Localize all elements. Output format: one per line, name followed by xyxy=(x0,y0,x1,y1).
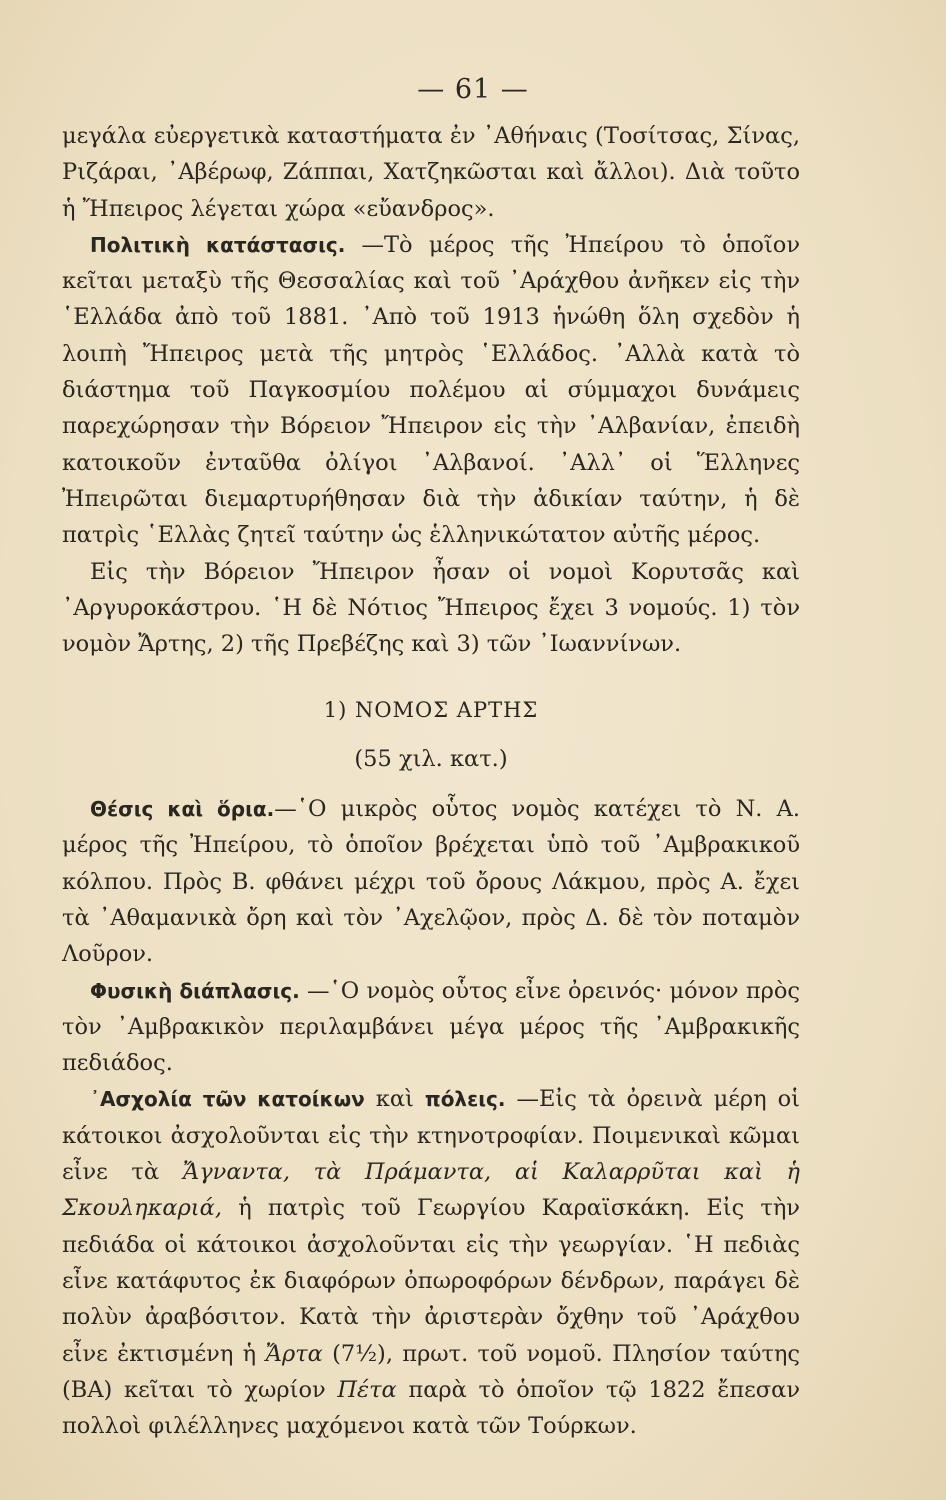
occupations-text-1: —Εἰς τὰ ὀρεινὰ μέρη οἱ κάτοικοι ἀσχολοῦνται εἰς τὴν κτηνοτροφίαν. Ποιμενικαὶ κῶμαι εἶνε τὰ xyxy=(62,1086,801,1186)
paragraph-political-situation-text: —Τὸ μέρος τῆς Ἠπείρου τὸ ὁποῖον κεῖται μεταξὺ τῆς Θεσσαλίας καὶ τοῦ ᾿Αράχθου ἀνῆκεν εἰς τὴν ῾Ελλάδα ἀπὸ τοῦ 1881. ᾿Απὸ τοῦ 1913 ἡνώθη ὅλη σχεδὸν ἡ λοιπὴ Ἤπειρος μετὰ τῆς μητρὸς ῾Ελλάδος. ᾿Αλλὰ κατὰ τὸ διάστημα τοῦ Παγκοσμίου πολέμου αἱ σύμμαχοι δυνάμεις παρεχώρησαν τὴν Βόρειον Ἤπειρον εἰς τὴν ᾿Αλβανίαν, ἐπειδὴ κατοικοῦν ἐνταῦθα ὀλίγοι ᾿Αλβανοί. ᾿Αλλ᾿ οἱ Ἕλληνες Ἠπειρῶται διεμαρτυρήθησαν διὰ τὴν ἀδικίαν ταύτην, ἡ δὲ πατρὶς ῾Ελλὰς ζητεῖ ταύτην ὡς ἑλληνικώτατον αὐτῆς μέρος. xyxy=(62,231,800,549)
text-and: καὶ xyxy=(364,1086,425,1113)
paragraph-political-situation xyxy=(62,227,800,554)
paragraph-occupations-towns xyxy=(62,1081,800,1444)
heading-physical-features: Φυσικὴ διάπλασις. xyxy=(90,978,300,1003)
heading-towns: πόλεις. xyxy=(424,1087,506,1112)
paragraph-benefactors: μεγάλα εὐεργετικὰ καταστήματα ἐν ᾿Αθήναις (Τοσίτσας, Σίνας, Ριζάραι, ᾿Αβέρωφ, Ζάππαι, Χατζηκῶσται καὶ ἄλλοι). Διὰ τοῦτο ἡ Ἤπειρος λέγεται χώρα «εὔανδρος». xyxy=(62,123,800,222)
heading-position-borders: Θέσις καὶ ὅρια. xyxy=(90,797,275,822)
paragraph-position-borders-text: —῾Ο μικρὸς οὗτος νομὸς κατέχει τὸ Ν. Α. μέρος τῆς Ἠπείρου, τὸ ὁποῖον βρέχεται ὑπὸ τοῦ ᾿Αμβρακικοῦ κόλπου. Πρὸς Β. φθάνει μέχρι τοῦ ὄρους Λάκμου, πρὸς Α. ἔχει τὰ ᾿Αθαμανικὰ ὄρη καὶ τὸν ᾿Αχελῷον, πρὸς Δ. δὲ τὸν ποταμὸν Λοῦρον. xyxy=(62,796,800,968)
section-area: (55 χιλ. κατ.) xyxy=(354,745,508,772)
paragraph-position-borders xyxy=(62,791,800,972)
heading-occupations: ᾿Ασχολία τῶν κατοίκων xyxy=(90,1087,365,1112)
paragraph-physical-features xyxy=(62,973,800,1082)
occupations-text-4: παρὰ τὸ ὁποῖον τῷ 1822 ἔπεσαν πολλοὶ φιλέλληνες μαχόμενοι κατὰ τῶν Τούρκων. xyxy=(62,1376,801,1440)
occupations-text-3: (7½), πρωτ. τοῦ νομοῦ. Πλησίον ταύτης (ΒΑ) κεῖται τὸ χωρίον xyxy=(62,1340,801,1403)
heading-political-situation: Πολιτικὴ κατάστασις. xyxy=(90,232,346,257)
town-arta-italic: Ἄρτα xyxy=(265,1340,323,1367)
occupations-text-2: ἡ πατρὶς τοῦ Γεωργίου Καραϊσκάκη. Εἰς τὴν πεδιάδα οἱ κάτοικοι ἀσχολοῦνται εἰς τὴν γεωργίαν. ῾Η πεδιὰς εἶνε κατάφυτος ἐκ διαφόρων ὀπωροφόρων δένδρων, παράγει δὲ πολὺν ἀραβόσιτον. Κατὰ τὴν ἀριστερὰν ὄχθην τοῦ ᾿Αράχθου εἶνε ἐκτισμένη ἡ xyxy=(62,1195,800,1367)
villages-italic: Ἄγναντα, τὰ Πράμαντα, αἱ Καλαρρῦται καὶ ἡ Σκουληκαριά, xyxy=(62,1159,801,1222)
paragraph-physical-features-text: —῾Ο νομὸς οὗτος εἶνε ὀρεινός· μόνον πρὸς τὸν ᾿Αμβρακικὸν περιλαμβάνει μέγα μέρος τῆς ᾿Αμβρακικῆς πεδιάδος. xyxy=(62,977,800,1077)
page-number: — 61 — xyxy=(417,74,529,105)
section-title: 1) ΝΟΜΟΣ ΑΡΤΗΣ xyxy=(323,698,539,723)
village-peta-italic: Πέτα xyxy=(337,1376,397,1403)
paragraph-prefectures: Εἰς τὴν Βόρειον Ἤπειρον ἦσαν οἱ νομοὶ Κορυτσᾶς καὶ ᾿Αργυροκάστρου. ῾Η δὲ Νότιος Ἤπειρος ἔχει 3 νομούς. 1) τὸν νομὸν Ἄρτης, 2) τῆς Πρεβέζης καὶ 3) τῶν ᾿Ιωαννίνων. xyxy=(62,558,800,658)
body-text xyxy=(62,118,800,1444)
